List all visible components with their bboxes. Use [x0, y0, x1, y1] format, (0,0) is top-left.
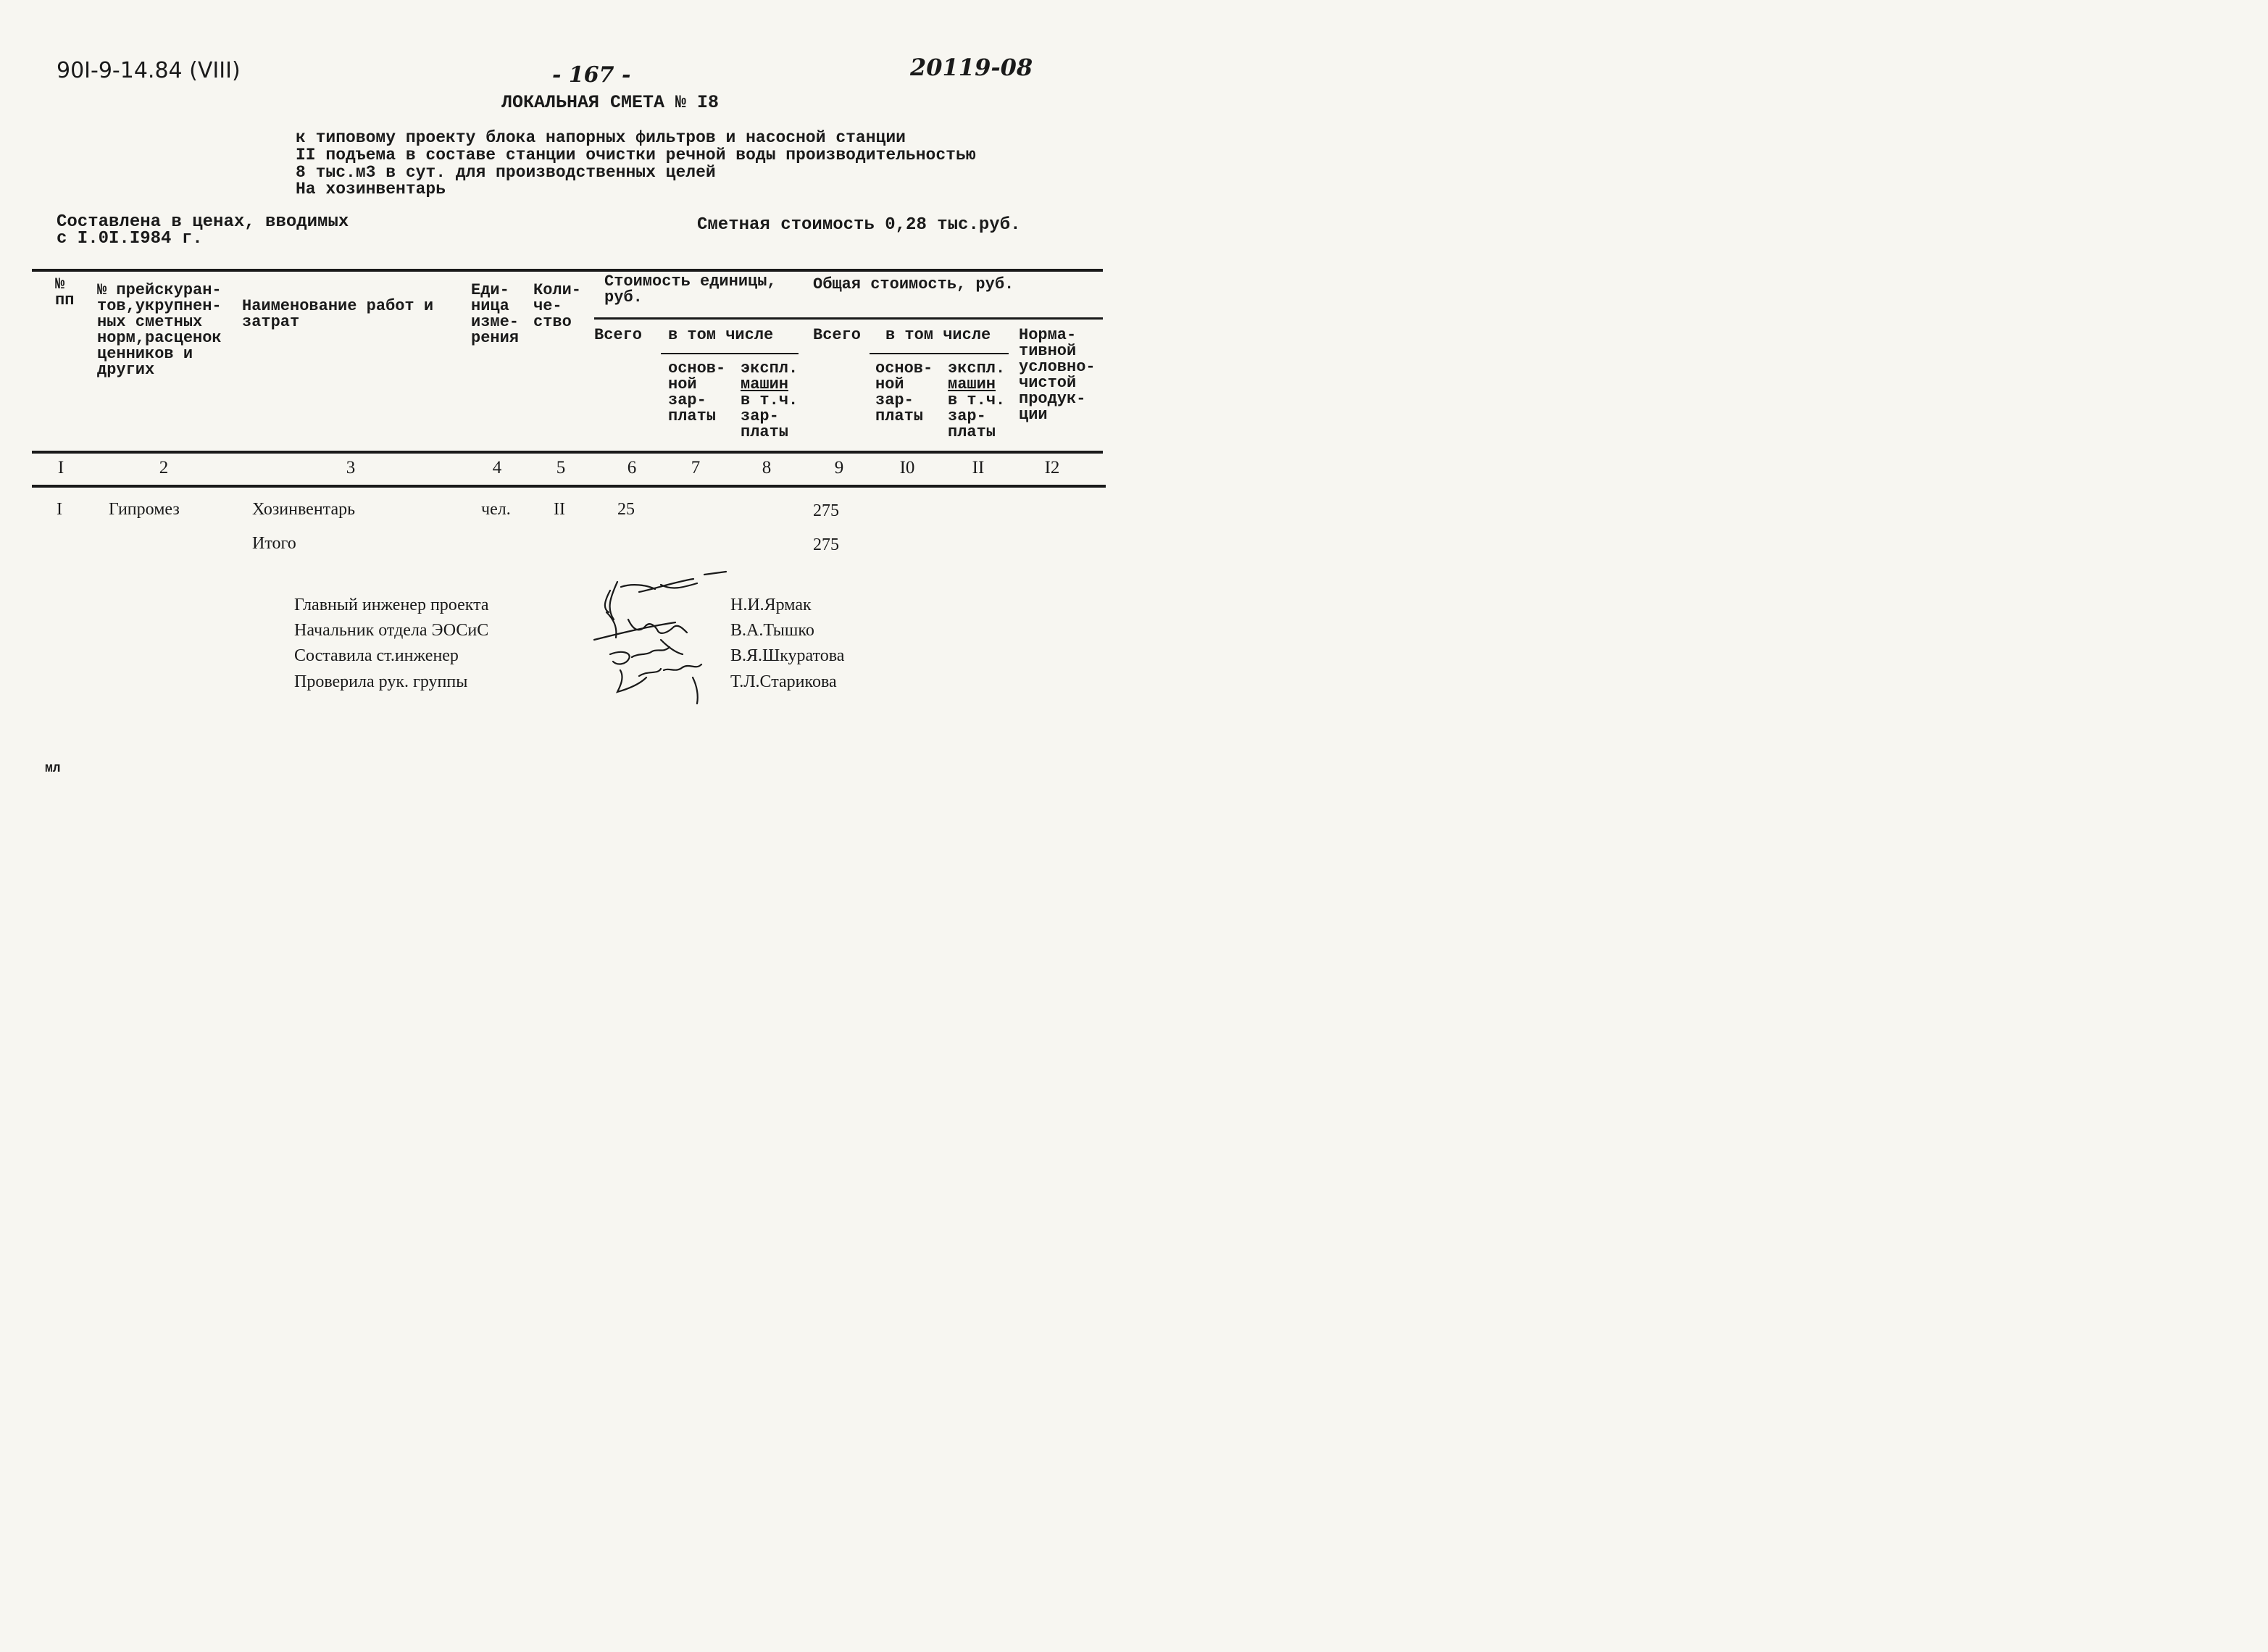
row-1-no: I — [57, 500, 62, 519]
colnum-12: I2 — [1044, 458, 1060, 477]
row-1-unit: чел. — [481, 500, 511, 519]
colnum-8: 8 — [762, 458, 772, 477]
header-total-incl: в том числе — [885, 326, 991, 344]
colnum-4: 4 — [492, 458, 502, 477]
signature-role-1: Главный инженер проекта — [294, 596, 489, 614]
row-1-name: Хозинвентарь — [252, 500, 356, 519]
row-1-code: Гипромез — [109, 500, 180, 519]
header-col-no: № пп — [55, 275, 75, 309]
header-unit-vsego: Всего — [594, 326, 643, 344]
signature-name-3: В.Я.Шкуратова — [730, 646, 845, 665]
colnum-5: 5 — [556, 458, 566, 477]
header-unit-machines: экспл. машин в т.ч. зар- платы — [741, 359, 799, 441]
row-1-unit-total: 25 — [617, 500, 635, 519]
header-col-name: Наименование работ и затрат — [242, 297, 434, 331]
header-unit-base-wage: основ- ной зар- платы — [668, 359, 726, 425]
page-number: - 167 - — [552, 62, 631, 88]
colnum-10: I0 — [899, 458, 915, 477]
colnum-11: II — [972, 458, 985, 477]
project-code: 90I-9-14.84 (VIII) — [57, 58, 241, 83]
estimated-cost: Сметная стоимость 0,28 тыс.руб. — [697, 215, 1021, 235]
row-1-qty: II — [554, 500, 565, 519]
prices-note-line-1: Составлена в ценах, вводимых — [57, 212, 349, 232]
header-total-vsego: Всего — [813, 326, 862, 344]
footer-mark: мл — [45, 762, 61, 776]
header-total-base-wage: основ- ной зар- платы — [875, 359, 933, 425]
signature-scribbles — [588, 569, 733, 706]
signature-name-4: Т.Л.Старикова — [730, 672, 837, 691]
header-col-qty: Коли- че- ство — [533, 281, 582, 331]
colnum-3: 3 — [346, 458, 356, 477]
table-top-rule — [32, 269, 1103, 272]
colnum-bottom-rule — [32, 485, 1106, 488]
subtitle-line-4: На хозинвентарь — [296, 180, 446, 199]
archive-number: 20119-08 — [910, 54, 1033, 81]
colnum-9: 9 — [834, 458, 844, 477]
incl-rule-total — [870, 353, 1009, 354]
subtitle-line-3: 8 тыс.м3 в сут. для производственных целей — [296, 163, 716, 182]
header-unit-cost: Стоимость единицы, руб. — [604, 272, 777, 306]
colnum-7: 7 — [691, 458, 701, 477]
incl-rule-unit — [661, 353, 799, 354]
total-row-label: Итого — [252, 534, 296, 553]
header-normative: Норма- тивной условно- чистой продук- ции — [1019, 326, 1096, 424]
document-title: ЛОКАЛЬНАЯ СМЕТА № I8 — [501, 92, 720, 113]
header-total-cost: Общая стоимость, руб. — [813, 275, 1014, 293]
signature-role-2: Начальник отдела ЭОСиС — [294, 621, 489, 640]
prices-note-line-2: с I.0I.I984 г. — [57, 229, 203, 249]
colnum-6: 6 — [627, 458, 637, 477]
header-col-price-list: № прейскуран- тов,укрупнен- ных сметных норм,расценок ценников и других — [97, 281, 222, 379]
signature-name-2: В.А.Тышко — [730, 621, 814, 640]
total-row-value: 275 — [813, 535, 839, 554]
signature-role-4: Проверила рук. группы — [294, 672, 468, 691]
row-1-total: 275 — [813, 501, 839, 520]
header-total-machines: экспл. машин в т.ч. зар- платы — [948, 359, 1006, 441]
colnum-1: I — [57, 458, 64, 477]
signature-name-1: Н.И.Ярмак — [730, 596, 812, 614]
header-bottom-rule — [32, 451, 1103, 454]
subtitle-line-2: II подъема в составе станции очистки речной воды производительностью — [296, 146, 976, 164]
subtitle-line-1: к типовому проекту блока напорных фильтров и насосной станции — [296, 128, 906, 147]
header-col-unit: Еди- ница изме- рения — [471, 281, 520, 347]
signature-role-3: Составила ст.инженер — [294, 646, 459, 665]
colnum-2: 2 — [159, 458, 169, 477]
cost-subheader-rule — [594, 317, 1103, 320]
header-unit-incl: в том числе — [668, 326, 774, 344]
